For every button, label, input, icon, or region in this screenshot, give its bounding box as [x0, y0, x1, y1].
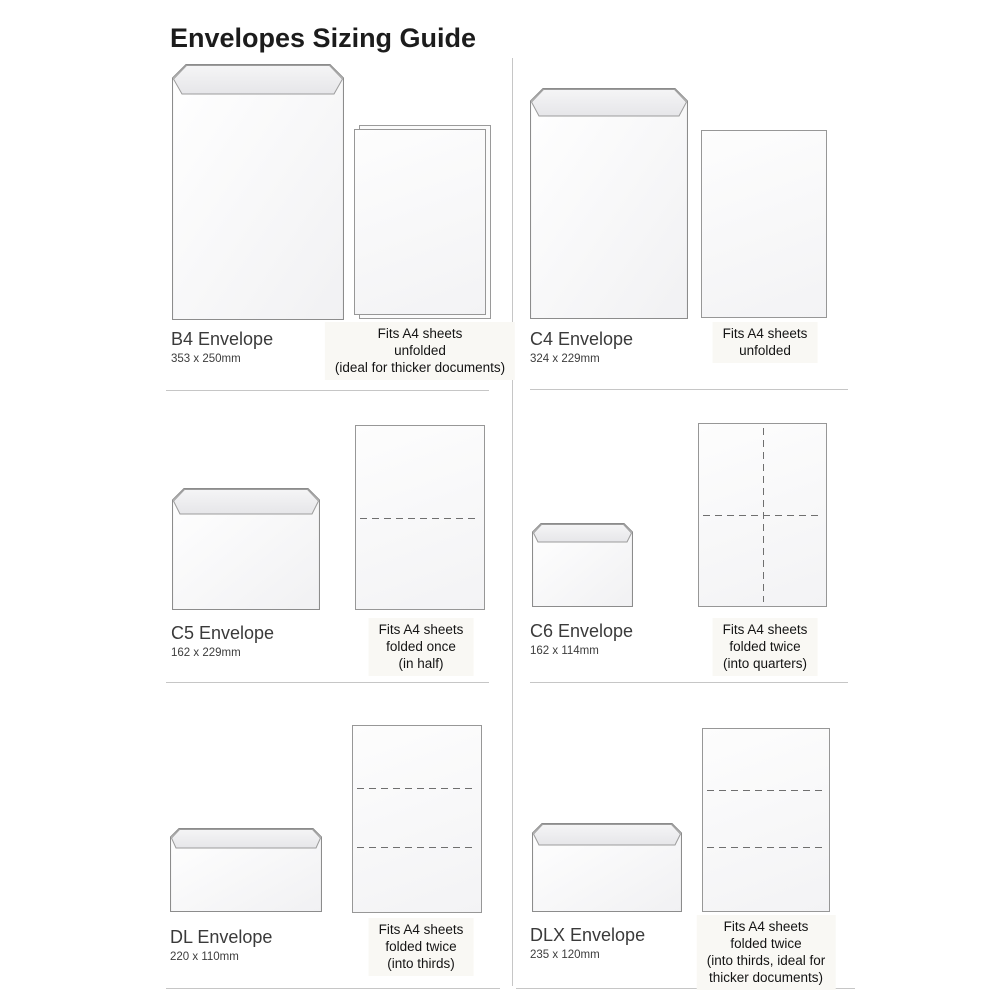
- envelope-label-block: [530, 926, 645, 961]
- fit-caption-line: Fits A4 sheets: [722, 622, 808, 637]
- fit-caption-line: (into thirds, ideal for: [706, 953, 826, 968]
- envelope-dimensions: 353 x 250mm: [171, 352, 241, 365]
- fit-caption-line: (into quarters): [722, 656, 808, 671]
- envelope-dimensions: 235 x 120mm: [530, 948, 600, 961]
- envelope-dimensions: 162 x 114mm: [530, 644, 599, 657]
- envelope-name: C6 Envelope: [530, 621, 634, 641]
- fit-caption-line: Fits A4 sheets: [723, 919, 809, 934]
- fit-caption: [697, 915, 836, 990]
- fit-caption: [369, 618, 474, 676]
- sheet-front: [702, 728, 830, 912]
- envelope-illustration: [172, 488, 320, 610]
- fit-caption-line: Fits A4 sheets: [378, 622, 464, 637]
- envelope-illustration: [172, 64, 344, 320]
- fold-line-horizontal: [357, 847, 477, 848]
- sheet-front: [355, 425, 485, 610]
- sheet-front: [698, 423, 827, 607]
- a4-sheet-illustration: [352, 725, 482, 913]
- envelope-name: C4 Envelope: [530, 329, 634, 349]
- envelope-dimensions: 220 x 110mm: [170, 950, 239, 963]
- divider-row1-right: [530, 389, 848, 390]
- divider-row2-left: [166, 682, 489, 683]
- fold-line-horizontal: [360, 518, 480, 519]
- page-title: Envelopes Sizing Guide: [170, 23, 477, 54]
- envelope-illustration: [532, 523, 633, 607]
- fold-line-vertical: [763, 428, 764, 602]
- fold-line-horizontal: [357, 788, 477, 789]
- fit-caption-line: folded once: [386, 639, 456, 654]
- fit-caption: [713, 618, 818, 676]
- fit-caption-line: Fits A4 sheets: [722, 326, 808, 341]
- fit-caption-line: folded twice: [729, 639, 801, 654]
- divider-vertical-center: [512, 58, 513, 986]
- envelope-label-block: [171, 624, 274, 659]
- fit-caption: [325, 322, 515, 380]
- envelope-label-block: [530, 330, 633, 365]
- divider-row1-left: [166, 390, 489, 391]
- envelope-dimensions: 324 x 229mm: [530, 352, 600, 365]
- envelope-name: B4 Envelope: [171, 329, 274, 349]
- fit-caption-line: (in half): [398, 656, 444, 671]
- a4-sheet-illustration: [698, 423, 827, 607]
- fit-caption-line: folded twice: [730, 936, 802, 951]
- envelope-label-block: [170, 928, 272, 963]
- envelope-name: DL Envelope: [170, 927, 273, 947]
- a4-sheet-illustration: [701, 130, 827, 318]
- fit-caption-line: (ideal for thicker documents): [334, 360, 506, 375]
- sheet-front: [701, 130, 827, 318]
- envelope-illustration: [530, 88, 688, 319]
- a4-sheet-illustration: [354, 129, 486, 315]
- divider-row3-left: [166, 988, 500, 989]
- fit-caption: [713, 322, 818, 363]
- envelope-dimensions: 162 x 229mm: [171, 646, 241, 659]
- envelope-label-block: [171, 330, 273, 365]
- fold-line-horizontal: [707, 790, 825, 791]
- envelope-illustration: [532, 823, 682, 912]
- envelope-name: DLX Envelope: [530, 925, 646, 945]
- fit-caption-line: unfolded: [394, 343, 446, 358]
- a4-sheet-illustration: [355, 425, 485, 610]
- divider-row2-right: [530, 682, 848, 683]
- a4-sheet-illustration: [702, 728, 830, 912]
- fit-caption-line: Fits A4 sheets: [378, 922, 464, 937]
- fold-line-horizontal: [707, 847, 825, 848]
- fit-caption-line: (into thirds): [387, 956, 455, 971]
- sheet-front: [354, 129, 486, 315]
- envelope-illustration: [170, 828, 322, 912]
- fit-caption-line: thicker documents): [708, 970, 824, 985]
- fit-caption-line: unfolded: [739, 343, 791, 358]
- fit-caption-line: folded twice: [385, 939, 457, 954]
- fit-caption-line: Fits A4 sheets: [377, 326, 463, 341]
- fit-caption: [369, 918, 474, 976]
- sheet-front: [352, 725, 482, 913]
- envelope-name: C5 Envelope: [171, 623, 275, 643]
- envelope-label-block: [530, 622, 633, 657]
